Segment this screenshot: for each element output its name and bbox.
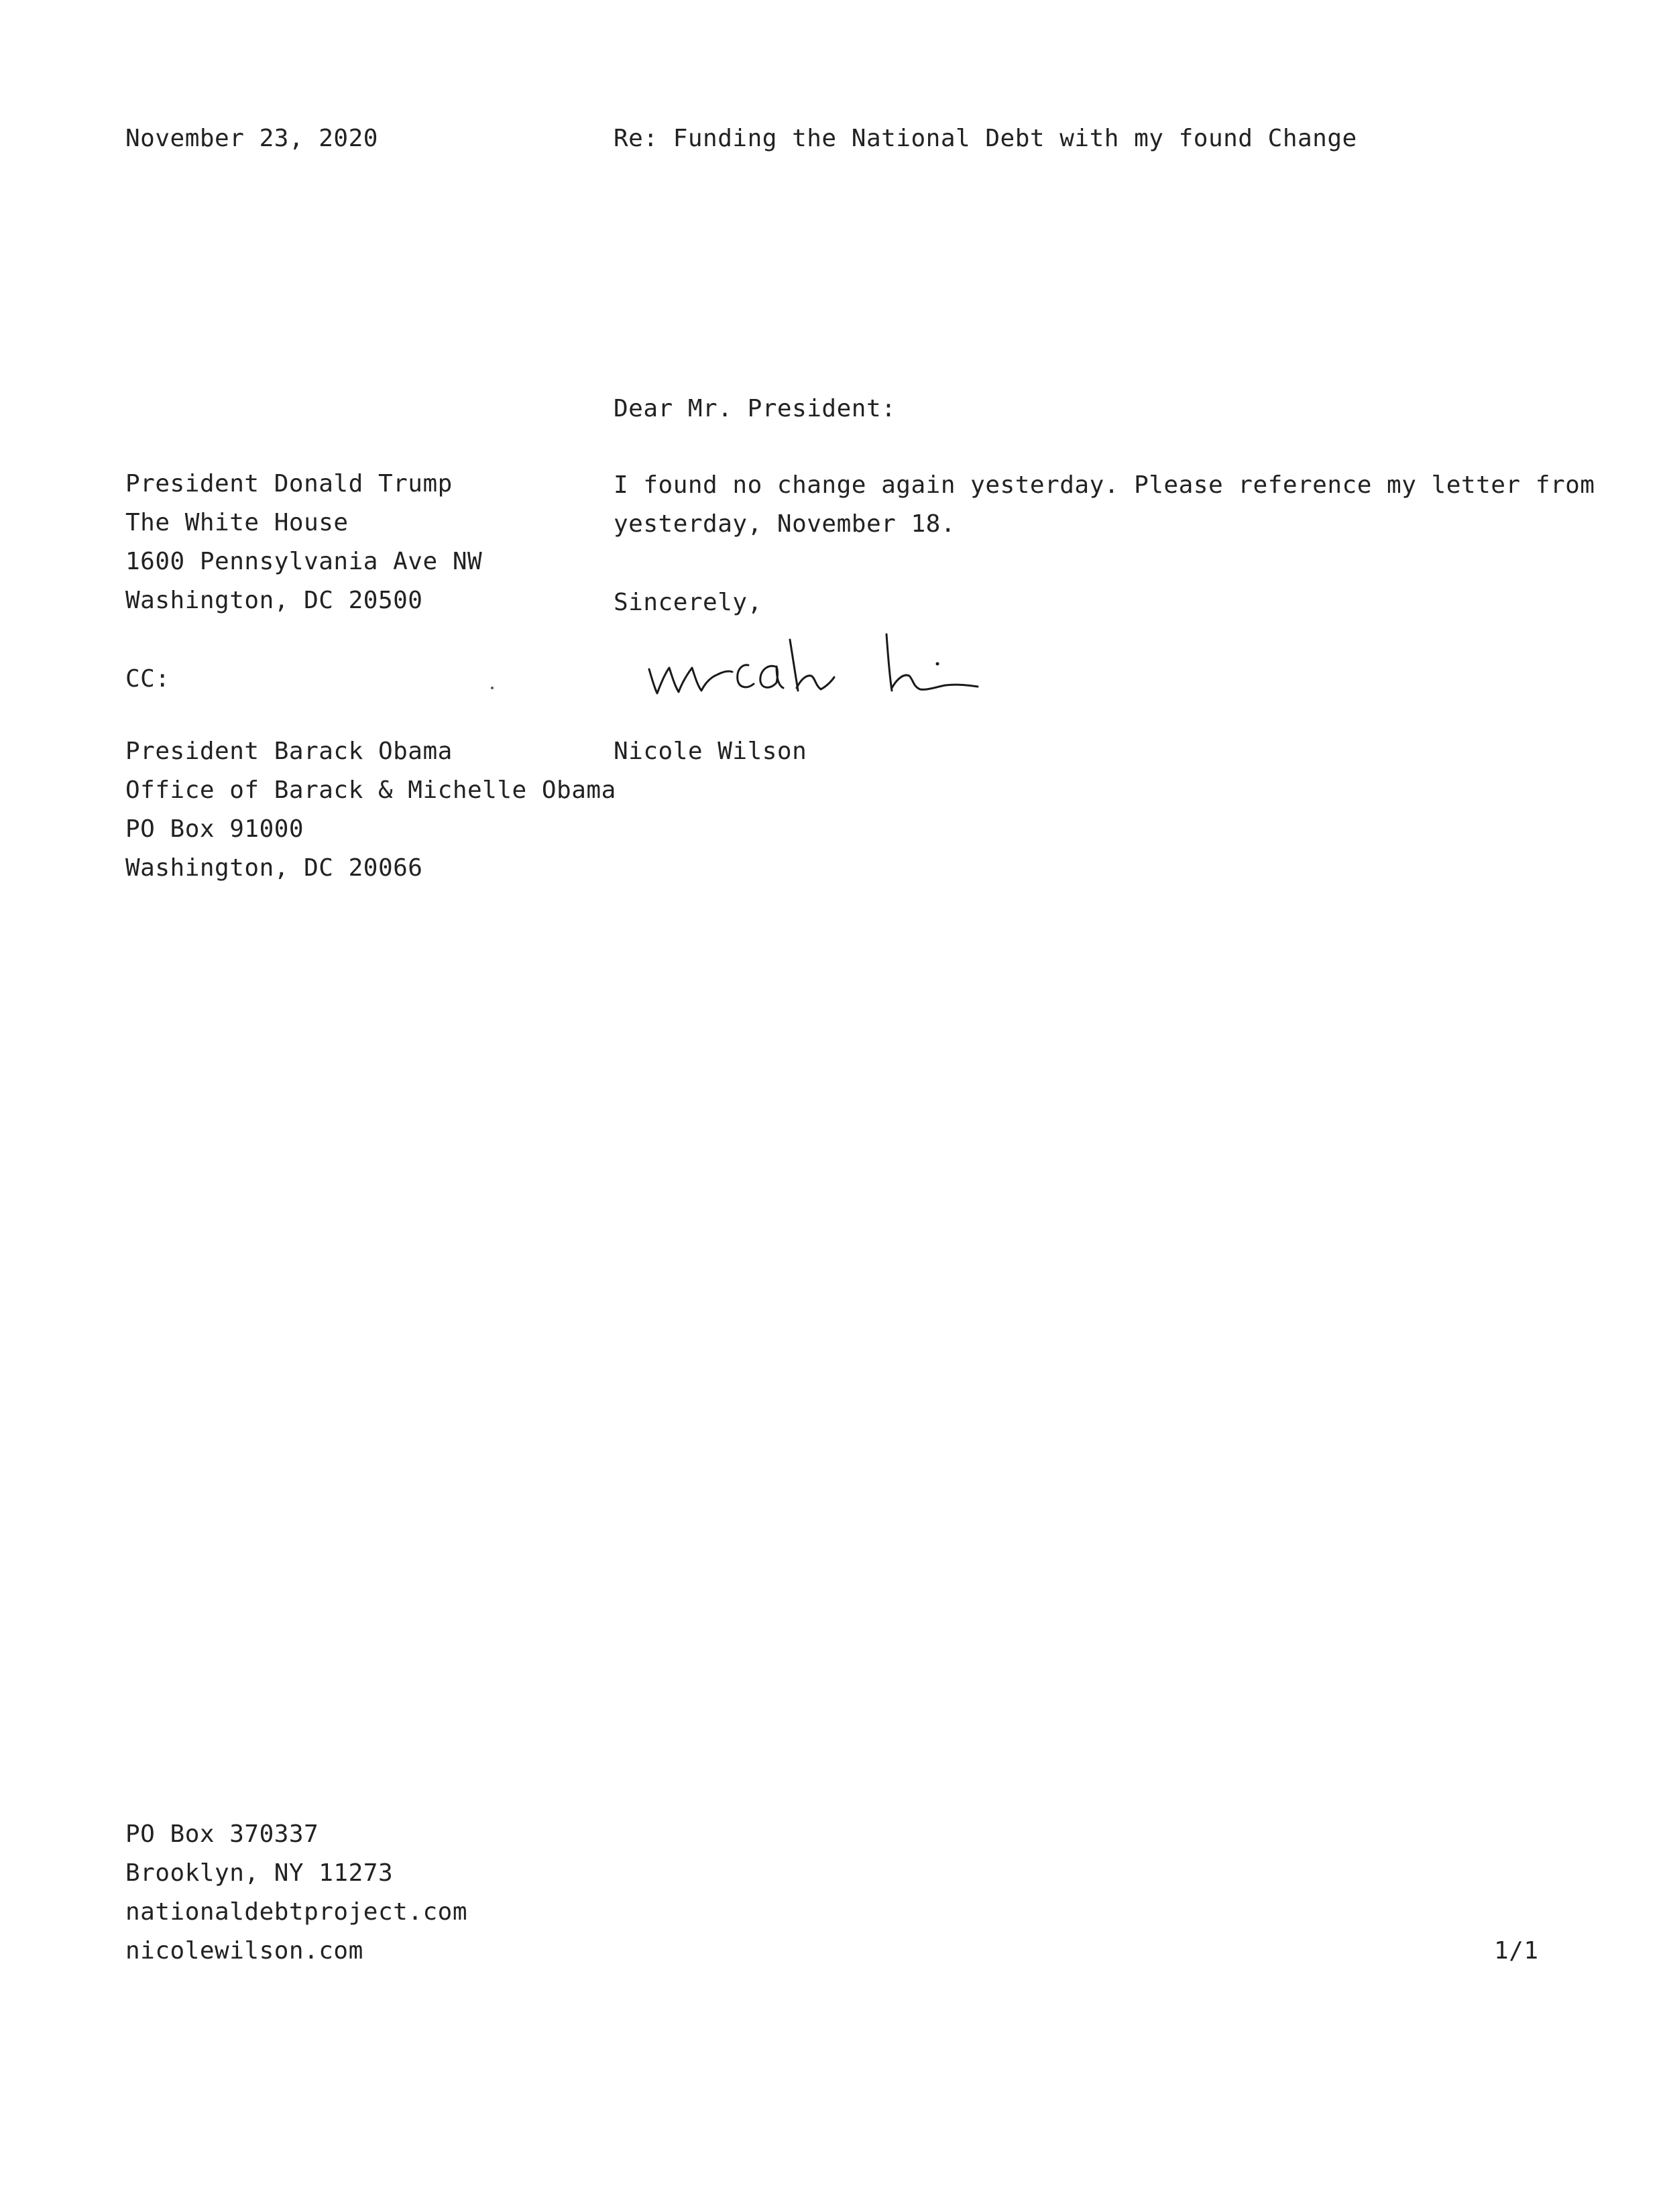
cc-label: CC: — [125, 665, 170, 693]
recipient-line: 1600 Pennsylvania Ave NW — [125, 548, 483, 575]
letter-body — [614, 466, 1595, 544]
sender-line: PO Box 370337 — [125, 1820, 319, 1848]
recipient-address — [125, 465, 482, 620]
body-line: I found no change again yesterday. Please reference my letter from — [614, 471, 1595, 499]
sender-address — [125, 1815, 467, 1971]
cc-recipient-line: Office of Barack & Michelle Obama — [125, 776, 616, 804]
sender-line: nationaldebtproject.com — [125, 1898, 467, 1926]
cc-recipient-line: President Barack Obama — [125, 738, 453, 765]
page-number: 1/1 — [1494, 1937, 1539, 1965]
sender-line: nicolewilson.com — [125, 1937, 363, 1965]
salutation: Dear Mr. President: — [614, 395, 897, 422]
recipient-line: President Donald Trump — [125, 470, 453, 498]
handwritten-signature — [644, 624, 1006, 711]
cc-recipient-line: PO Box 91000 — [125, 815, 304, 843]
closing: Sincerely, — [614, 589, 762, 616]
paper-speck — [491, 687, 494, 689]
letter-date: November 23, 2020 — [125, 125, 378, 152]
cc-recipient-line: Washington, DC 20066 — [125, 854, 423, 882]
recipient-line: The White House — [125, 509, 349, 536]
letter-subject: Re: Funding the National Debt with my found Change — [614, 125, 1357, 152]
recipient-line: Washington, DC 20500 — [125, 587, 423, 614]
cc-recipient-address — [125, 732, 616, 888]
body-line: yesterday, November 18. — [614, 510, 956, 538]
signer-name: Nicole Wilson — [614, 738, 807, 765]
sender-line: Brooklyn, NY 11273 — [125, 1859, 394, 1887]
